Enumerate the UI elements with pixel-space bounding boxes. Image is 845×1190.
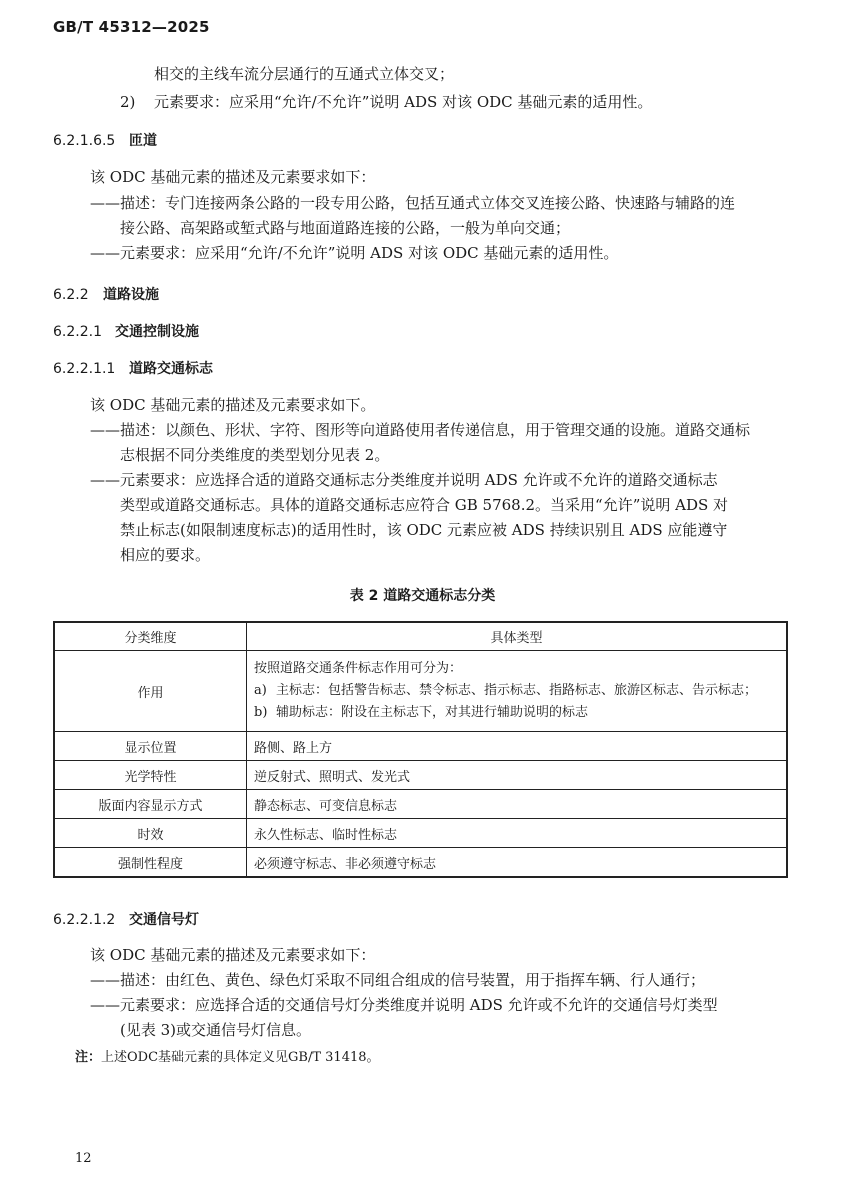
table-row bbox=[54, 819, 787, 848]
requirement-line: 禁止标志(如限制速度标志)的适用性时，该 ODC 元素应被 ADS 持续识别且 ADS 应能遵守 bbox=[120, 521, 728, 539]
standard-code: GB/T 45312—2025 bbox=[53, 18, 210, 36]
section-heading-6-2-2-1 bbox=[53, 321, 199, 341]
section-title: 道路交通标志 bbox=[129, 361, 213, 377]
description-line: 接公路、高架路或堑式路与地面道路连接的公路，一般为单向交通； bbox=[120, 219, 571, 237]
requirement-line: ——元素要求：应采用“允许/不允许”说明 ADS 对该 ODC 基础元素的适用性。 bbox=[90, 244, 619, 262]
section-title: 道路设施 bbox=[103, 287, 159, 303]
description-line: ——描述：由红色、黄色、绿色灯采取不同组合组成的信号装置，用于指挥车辆、行人通行； bbox=[90, 971, 706, 989]
note bbox=[75, 1046, 380, 1065]
types-cell: 逆反射式、照明式、发光式 bbox=[247, 761, 788, 790]
item-text: 辅助标志：附设在主标志下，对其进行辅助说明的标志 bbox=[276, 705, 589, 720]
types-item-b bbox=[254, 702, 786, 724]
table-caption: 表 2 道路交通标志分类 bbox=[349, 588, 496, 604]
table-row bbox=[54, 651, 787, 732]
section-title: 匝道 bbox=[129, 133, 157, 149]
item-marker: 2) bbox=[120, 93, 136, 111]
dimension-cell: 版面内容显示方式 bbox=[54, 790, 247, 819]
section-heading-6-2-2 bbox=[53, 284, 159, 304]
dimension-cell: 光学特性 bbox=[54, 761, 247, 790]
section-heading-6-2-1-6-5 bbox=[53, 130, 157, 150]
types-cell: 必须遵守标志、非必须遵守标志 bbox=[247, 848, 788, 878]
section-title: 交通控制设施 bbox=[115, 324, 199, 340]
table-row bbox=[54, 848, 787, 878]
types-cell: 静态标志、可变信息标志 bbox=[247, 790, 788, 819]
dimension-cell: 时效 bbox=[54, 819, 247, 848]
types-cell: 永久性标志、临时性标志 bbox=[247, 819, 788, 848]
dimension-cell: 强制性程度 bbox=[54, 848, 247, 878]
description-line: ——描述：以颜色、形状、字符、图形等向道路使用者传递信息，用于管理交通的设施。道路交通标 bbox=[90, 421, 751, 439]
column-header-types: 具体类型 bbox=[247, 622, 788, 651]
requirement-line: (见表 3)或交通信号灯信息。 bbox=[120, 1021, 312, 1039]
section-number: 6.2.2.1.2 bbox=[53, 912, 116, 928]
section-intro: 该 ODC 基础元素的描述及元素要求如下： bbox=[90, 946, 376, 964]
item-text: 主标志：包括警告标志、禁令标志、指示标志、指路标志、旅游区标志、告示标志； bbox=[276, 683, 758, 698]
section-number: 6.2.2.1 bbox=[53, 324, 102, 340]
classification-table bbox=[53, 621, 788, 878]
item-marker: b) bbox=[254, 705, 268, 720]
section-intro: 该 ODC 基础元素的描述及元素要求如下。 bbox=[90, 396, 376, 414]
types-cell: 路侧、路上方 bbox=[247, 732, 788, 761]
note-label: 注： bbox=[75, 1050, 102, 1065]
page-number: 12 bbox=[75, 1151, 92, 1166]
section-number: 6.2.1.6.5 bbox=[53, 133, 116, 149]
section-intro: 该 ODC 基础元素的描述及元素要求如下： bbox=[90, 168, 376, 186]
requirement-line: ——元素要求：应选择合适的交通信号灯分类维度并说明 ADS 允许或不允许的交通信号灯类型 bbox=[90, 996, 718, 1014]
section-title: 交通信号灯 bbox=[129, 912, 199, 928]
description-line: 志根据不同分类维度的类型划分见表 2。 bbox=[120, 446, 390, 464]
section-number: 6.2.2 bbox=[53, 287, 89, 303]
description-line: ——描述：专门连接两条公路的一段专用公路，包括互通式立体交叉连接公路、快速路与辅路的连 bbox=[90, 194, 736, 212]
item-text: 元素要求：应采用“允许/不允许”说明 ADS 对该 ODC 基础元素的适用性。 bbox=[154, 93, 653, 111]
item-marker: a) bbox=[254, 683, 267, 698]
note-text: 上述ODC基础元素的具体定义见GB/T 31418。 bbox=[101, 1050, 380, 1065]
table-row bbox=[54, 732, 787, 761]
requirement-line: 相应的要求。 bbox=[120, 546, 211, 564]
table-row bbox=[54, 761, 787, 790]
section-heading-6-2-2-1-1 bbox=[53, 358, 213, 378]
types-item-a bbox=[254, 680, 786, 702]
types-intro: 按照道路交通条件标志作用可分为： bbox=[254, 661, 463, 676]
requirement-line: ——元素要求：应选择合适的道路交通标志分类维度并说明 ADS 允许或不允许的道路交通标志 bbox=[90, 471, 718, 489]
section-heading-6-2-2-1-2 bbox=[53, 909, 199, 929]
types-cell bbox=[247, 651, 788, 732]
table-row bbox=[54, 790, 787, 819]
column-header-dimension: 分类维度 bbox=[54, 622, 247, 651]
table-header-row bbox=[54, 622, 787, 651]
section-number: 6.2.2.1.1 bbox=[53, 361, 116, 377]
continuation-item-2 bbox=[120, 92, 652, 112]
continuation-line: 相交的主线车流分层通行的互通式立体交叉； bbox=[154, 65, 455, 83]
dimension-cell: 显示位置 bbox=[54, 732, 247, 761]
dimension-cell: 作用 bbox=[54, 651, 247, 732]
requirement-line: 类型或道路交通标志。具体的道路交通标志应符合 GB 5768.2。当采用“允许”说明 ADS 对 bbox=[120, 496, 729, 514]
